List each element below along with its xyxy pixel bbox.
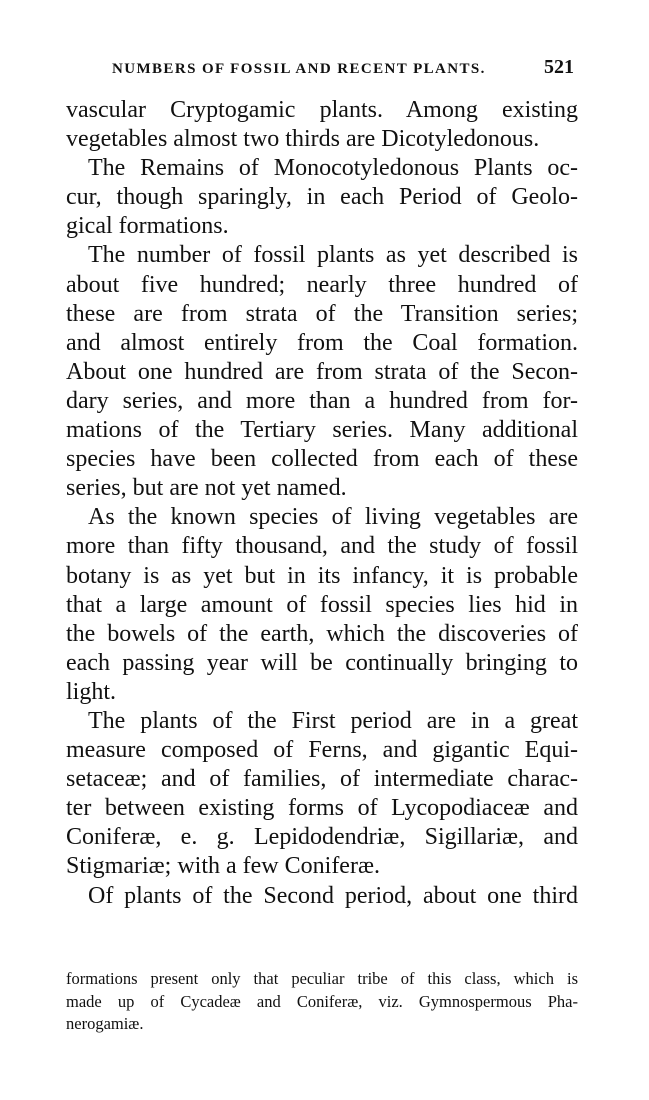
- text-line: The number of fossil plants as yet described is: [88, 242, 578, 269]
- text-line: As the known species of living vegetables are: [88, 504, 578, 531]
- text-line: Stigmariæ; with a few Coniferæ.: [66, 853, 380, 880]
- text-line: vascular Cryptogamic plants. Among existing: [66, 97, 578, 123]
- text-line: Of plants of the Second period, about one third: [88, 882, 578, 909]
- footnote-line: made up of Cycadeæ and Coniferæ, viz. Gymnospermous Pha-: [66, 991, 578, 1011]
- page-number: 521: [544, 56, 574, 78]
- text-line: Coniferæ, e. g. Lepidodendriæ, Sigillariæ, and: [66, 824, 578, 851]
- page-header: [112, 56, 574, 79]
- text-line: more than fifty thousand, and the study of fossil: [66, 533, 578, 560]
- text-line: mations of the Tertiary series. Many additional: [66, 417, 578, 444]
- text-line: measure composed of Ferns, and gigantic Equi-: [66, 737, 578, 764]
- text-line: The Remains of Monocotyledonous Plants oc-: [88, 155, 578, 182]
- text-line: light.: [66, 678, 117, 705]
- text-line: that a large amount of fossil species lies hid in: [66, 591, 578, 618]
- text-line: cur, though sparingly, in each Period of Geolo-: [66, 184, 578, 211]
- text-line: about five hundred; nearly three hundred of: [66, 271, 578, 298]
- text-line: ter between existing forms of Lycopodiaceæ and: [66, 795, 578, 822]
- text-line: gical formations.: [66, 213, 229, 240]
- body-text: [66, 96, 578, 911]
- text-line: The plants of the First period are in a great: [88, 707, 578, 734]
- text-line: setaceæ; and of families, of intermediate charac-: [66, 766, 578, 793]
- text-line: these are from strata of the Transition series;: [66, 300, 578, 327]
- text-line: botany is as yet but in its infancy, it is probable: [66, 562, 578, 589]
- text-line: dary series, and more than a hundred from for-: [66, 387, 578, 414]
- text-line: each passing year will be continually bringing to: [66, 649, 578, 676]
- text-line: species have been collected from each of these: [66, 446, 578, 473]
- text-line: series, but are not yet named.: [66, 475, 347, 502]
- footnote: [66, 968, 578, 1036]
- footnote-line: nerogamiæ.: [66, 1014, 144, 1033]
- text-line: About one hundred are from strata of the Secon-: [66, 358, 578, 385]
- text-line: the bowels of the earth, which the discoveries of: [66, 620, 578, 647]
- footnote-line: formations present only that peculiar tribe of this class, which is: [66, 969, 578, 988]
- text-line: vegetables almost two thirds are Dicotyledonous.: [66, 126, 540, 153]
- running-title: NUMBERS OF FOSSIL AND RECENT PLANTS.: [112, 61, 486, 77]
- text-line: and almost entirely from the Coal formation.: [66, 329, 578, 356]
